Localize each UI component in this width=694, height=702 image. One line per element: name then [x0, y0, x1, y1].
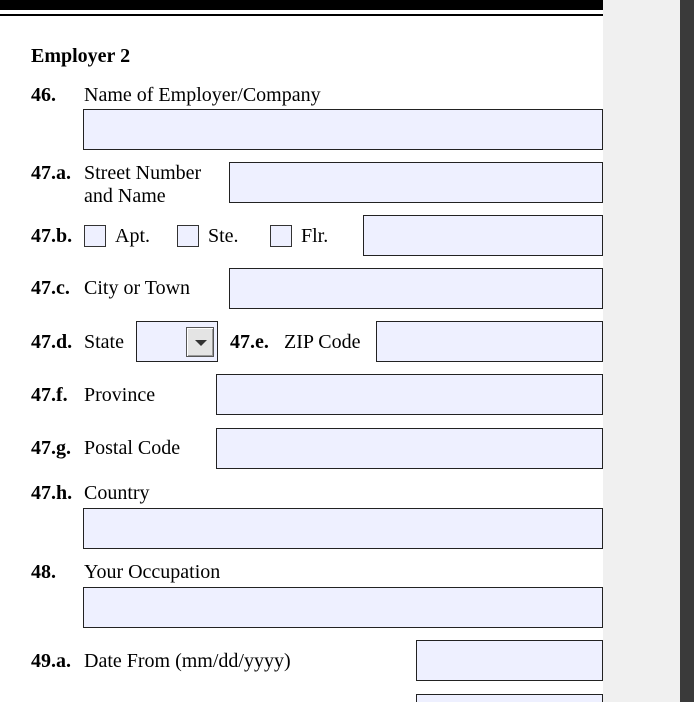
- zip-input[interactable]: [376, 321, 603, 362]
- header-rule-thick: [0, 0, 603, 10]
- q48-number: 48.: [31, 561, 56, 583]
- ste-label: Ste.: [208, 225, 239, 247]
- date-from-input[interactable]: [416, 640, 603, 681]
- apt-checkbox[interactable]: [84, 225, 106, 247]
- q47e-label: ZIP Code: [284, 331, 361, 353]
- header-rule-thin: [0, 14, 603, 16]
- q49a-label: Date From (mm/dd/yyyy): [84, 650, 291, 672]
- section-title: Employer 2: [31, 45, 131, 67]
- state-dropdown-button[interactable]: [186, 327, 214, 357]
- postal-code-input[interactable]: [216, 428, 603, 469]
- viewer-edge: [680, 0, 694, 702]
- q48-label: Your Occupation: [84, 561, 221, 583]
- q49a-number: 49.a.: [31, 650, 71, 672]
- q47f-number: 47.f.: [31, 384, 68, 406]
- q47b-number: 47.b.: [31, 225, 73, 247]
- q47h-number: 47.h.: [31, 482, 73, 504]
- street-input[interactable]: [229, 162, 603, 203]
- q47e-number: 47.e.: [230, 331, 269, 353]
- q47d-number: 47.d.: [31, 331, 73, 353]
- q47a-label-line1: Street Number: [84, 162, 202, 184]
- flr-checkbox[interactable]: [270, 225, 292, 247]
- q47c-label: City or Town: [84, 277, 191, 299]
- q46-label: Name of Employer/Company: [84, 84, 321, 106]
- country-input[interactable]: [83, 508, 603, 549]
- apt-label: Apt.: [115, 225, 150, 247]
- date-to-input[interactable]: [416, 694, 603, 702]
- q47d-label: State: [84, 331, 124, 353]
- viewer-gutter: [603, 0, 680, 702]
- q47f-label: Province: [84, 384, 156, 406]
- chevron-down-icon: [195, 340, 207, 346]
- ste-checkbox[interactable]: [177, 225, 199, 247]
- q47a-number: 47.a.: [31, 162, 71, 184]
- q47a-label-line2: and Name: [84, 185, 166, 207]
- q47g-number: 47.g.: [31, 437, 71, 459]
- q47g-label: Postal Code: [84, 437, 181, 459]
- province-input[interactable]: [216, 374, 603, 415]
- flr-label: Flr.: [301, 225, 329, 247]
- occupation-input[interactable]: [83, 587, 603, 628]
- unit-number-input[interactable]: [363, 215, 603, 256]
- city-input[interactable]: [229, 268, 603, 309]
- employer-name-input[interactable]: [83, 109, 603, 150]
- q47c-number: 47.c.: [31, 277, 70, 299]
- q47h-label: Country: [84, 482, 150, 504]
- q46-number: 46.: [31, 84, 56, 106]
